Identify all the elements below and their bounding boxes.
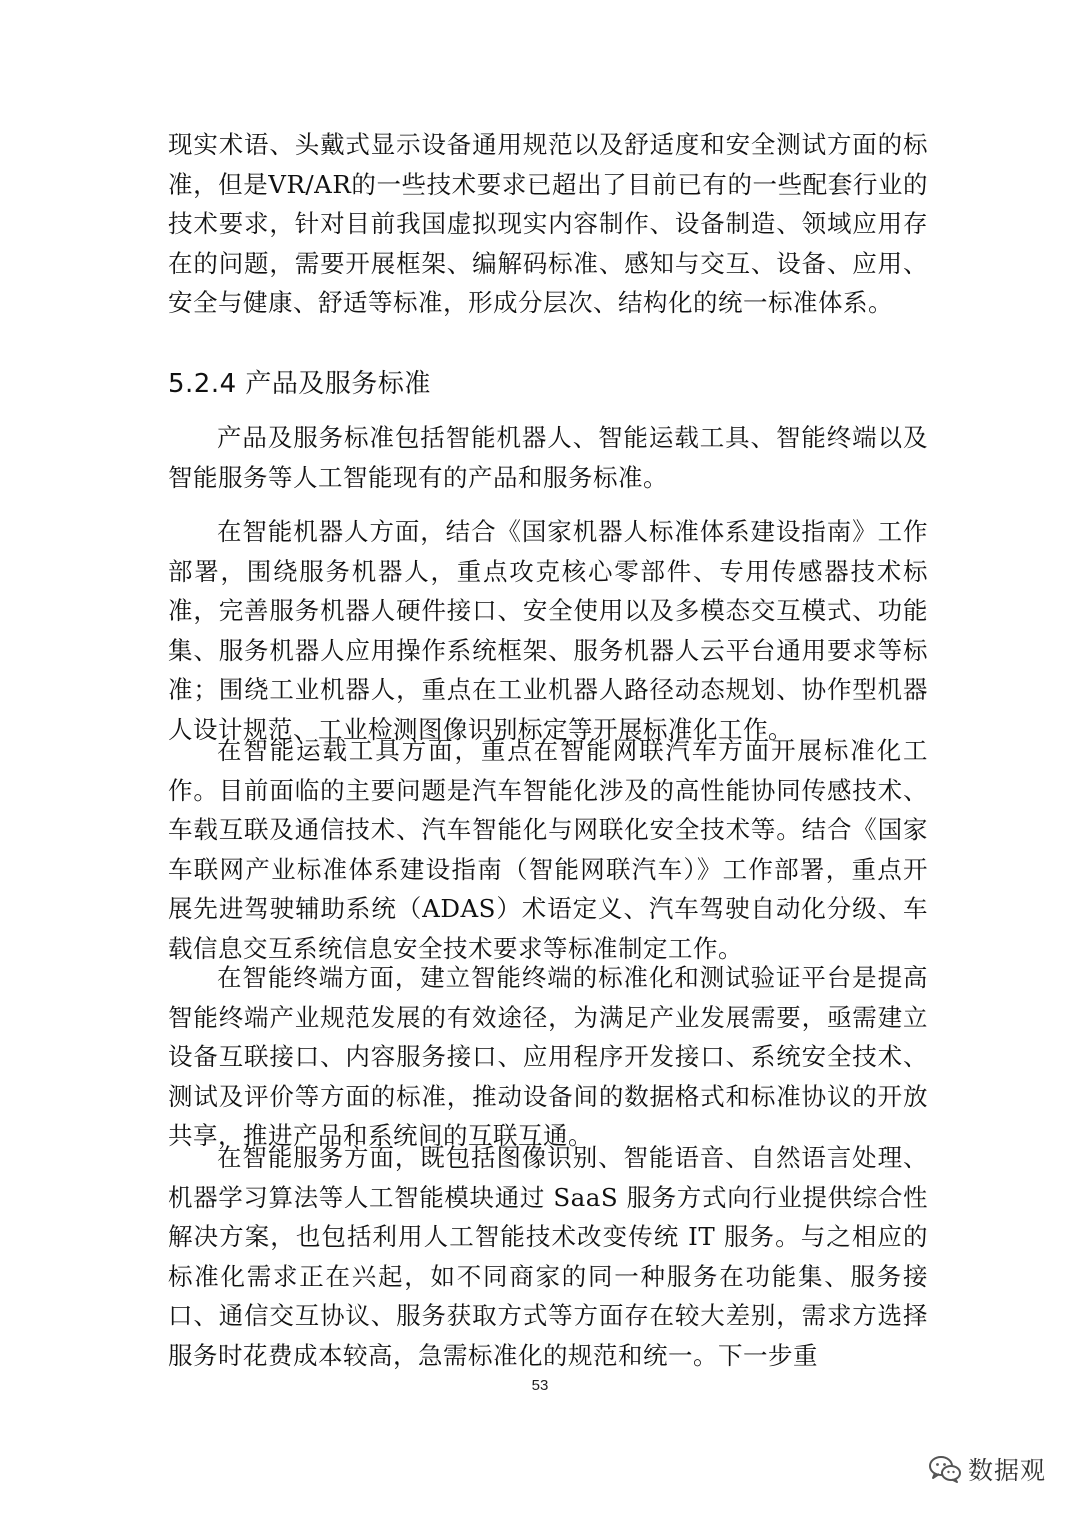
watermark bbox=[928, 1451, 1046, 1487]
section-heading: 5.2.4 产品及服务标准 bbox=[168, 369, 431, 399]
body-paragraph-product-service-intro: 产品及服务标准包括智能机器人、智能运载工具、智能终端以及智能服务等人工智能现有的产品和服务标准。 bbox=[168, 423, 928, 492]
body-paragraph-vr-ar-standards: 现实术语、头戴式显示设备通用规范以及舒适度和安全测试方面的标准，但是VR/AR的一些技术要求已超出了目前已有的一些配套行业的技术要求，针对目前我国虚拟现实内容制作、设备制造、领域应用存在的问题，需要开展框架、编解码标准、感知与交互、设备、应用、安全与健康、舒适等标准，形成分层次、结构化的统一标准体系。 bbox=[168, 130, 928, 317]
body-paragraph-intelligent-terminals: 在智能终端方面，建立智能终端的标准化和测试验证平台是提高智能终端产业规范发展的有效途径，为满足产业发展需要，亟需建立设备互联接口、内容服务接口、应用程序开发接口、系统安全技术、测试及评价等方面的标准，推动设备间的数据格式和标准协议的开放共享，推进产品和系统间的互联互通。 bbox=[168, 963, 928, 1150]
page-number: 53 bbox=[531, 1377, 549, 1394]
body-paragraph-intelligent-vehicles: 在智能运载工具方面，重点在智能网联汽车方面开展标准化工作。目前面临的主要问题是汽车智能化涉及的高性能协同传感技术、车载互联及通信技术、汽车智能化与网联化安全技术等。结合《国家车联网产业标准体系建设指南（智能网联汽车）》工作部署，重点开展先进驾驶辅助系统（ADAS）术语定义、汽车驾驶自动化分级、车载信息交互系统信息安全技术要求等标准制定工作。 bbox=[168, 736, 928, 963]
body-paragraph-intelligent-robots: 在智能机器人方面，结合《国家机器人标准体系建设指南》工作部署，围绕服务机器人，重点攻克核心零部件、专用传感器技术标准，完善服务机器人硬件接口、安全使用以及多模态交互模式、功能集、服务机器人应用操作系统框架、服务机器人云平台通用要求等标准；围绕工业机器人，重点在工业机器人路径动态规划、协作型机器人设计规范、工业检测图像识别标定等开展标准化工作。 bbox=[168, 517, 928, 744]
wechat-icon bbox=[928, 1454, 962, 1484]
watermark-text: 数据观 bbox=[967, 1456, 1046, 1485]
body-paragraph-intelligent-services: 在智能服务方面，既包括图像识别、智能语音、自然语言处理、机器学习算法等人工智能模块通过 SaaS 服务方式向行业提供综合性解决方案，也包括利用人工智能技术改变传统 IT 服务。与之相应的标准化需求正在兴起，如不同商家的同一种服务在功能集、服务接口、通信交互协议、服务获取方式等方面存在较大差别，需求方选择服务时花费成本较高，急需标准化的规范和统一。下一步重 bbox=[168, 1143, 928, 1370]
